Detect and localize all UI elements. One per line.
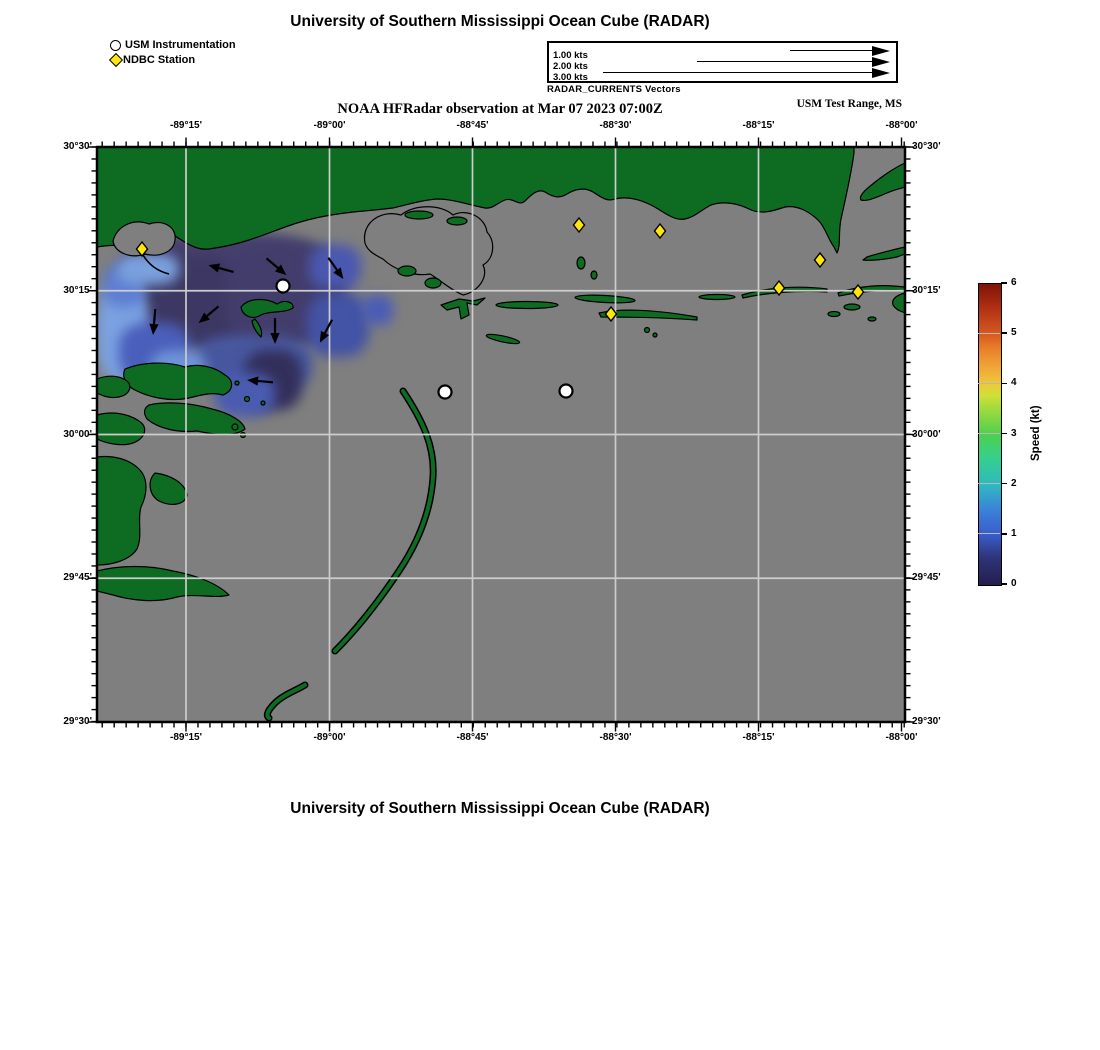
vector-scale-arrow xyxy=(603,68,890,78)
diamond-marker-icon xyxy=(109,53,123,67)
map-subtitle: NOAA HFRadar observation at Mar 07 2023 07:00Z xyxy=(337,101,663,117)
colorbar-tick xyxy=(1001,483,1007,484)
colorbar-tick xyxy=(1001,583,1007,584)
y-axis-label-right: 29°45' xyxy=(912,572,941,584)
vector-scale-arrow xyxy=(790,46,890,56)
colorbar-gridline xyxy=(978,333,1000,334)
x-axis-label-bottom: -89°15' xyxy=(170,732,202,743)
radar-speed-patch xyxy=(150,350,206,392)
y-axis-label-right: 30°00' xyxy=(912,428,941,440)
y-axis-label-left: 30°30' xyxy=(63,141,92,152)
circle-marker-icon xyxy=(110,40,121,51)
colorbar-tick xyxy=(1001,282,1007,283)
y-axis-label-left: 30°15' xyxy=(63,284,92,296)
x-axis-label-bottom: -88°00' xyxy=(885,732,918,743)
x-axis-label-bottom: -89°00' xyxy=(313,732,346,743)
colorbar-gridline xyxy=(978,533,1000,534)
colorbar-tick-label: 5 xyxy=(1011,327,1017,339)
colorbar-tick-label: 1 xyxy=(1011,527,1017,539)
vector-scale-caption: RADAR_CURRENTS Vectors xyxy=(547,84,681,95)
vector-scale-box xyxy=(547,41,898,83)
vector-scale-row xyxy=(553,56,892,72)
radar-speed-patch xyxy=(307,293,369,357)
region-label: USM Test Range, MS xyxy=(796,98,902,110)
radar-speed-patch xyxy=(363,295,393,325)
x-axis-label-bottom: -88°15' xyxy=(742,732,775,743)
x-axis-label-top: -88°00' xyxy=(885,120,918,131)
x-axis-label-top: -88°45' xyxy=(456,120,489,131)
page-title-top: University of Southern Mississippi Ocean Cube (RADAR) xyxy=(290,13,710,30)
colorbar-tick xyxy=(1001,383,1007,384)
vector-scale-row xyxy=(553,45,892,61)
colorbar-label: Speed (kt) xyxy=(1030,405,1042,461)
x-axis-label-top: -88°30' xyxy=(599,120,632,131)
legend-item-label: USM Instrumentation xyxy=(125,39,236,51)
vector-scale-label: 3.00 kts xyxy=(553,72,588,83)
y-axis-label-right: 30°30' xyxy=(912,141,941,152)
vector-scale-label: 1.00 kts xyxy=(553,50,588,61)
colorbar-gradient xyxy=(978,283,1002,586)
vector-scale-label: 2.00 kts xyxy=(553,61,588,72)
legend-item-usm xyxy=(110,38,236,52)
y-axis-label-left: 30°00' xyxy=(63,428,92,440)
colorbar-tick xyxy=(1001,433,1007,434)
vector-scale-row xyxy=(553,67,892,83)
radar-speed-patch xyxy=(117,253,179,285)
vector-scale-arrow xyxy=(697,57,890,67)
colorbar-tick-label: 3 xyxy=(1011,427,1017,439)
colorbar-tick-label: 6 xyxy=(1011,277,1017,288)
y-axis-label-right: 30°15' xyxy=(912,284,941,296)
radar-speed-layer xyxy=(97,147,905,722)
x-axis-label-top: -89°00' xyxy=(313,120,346,131)
x-axis-label-bottom: -88°45' xyxy=(456,732,489,743)
radar-speed-patch xyxy=(309,245,361,289)
y-axis-label-right: 29°30' xyxy=(912,716,941,727)
colorbar-gridline xyxy=(978,383,1000,384)
x-axis-label-top: -88°15' xyxy=(742,120,775,131)
colorbar-tick-label: 0 xyxy=(1011,578,1017,589)
colorbar-tick-label: 4 xyxy=(1011,377,1017,389)
x-axis-label-bottom: -88°30' xyxy=(599,732,632,743)
radar-speed-patch xyxy=(215,373,275,417)
x-axis-label-top: -89°15' xyxy=(170,120,202,131)
colorbar-gridline xyxy=(978,433,1000,434)
colorbar-gridline xyxy=(978,483,1000,484)
y-axis-label-left: 29°45' xyxy=(63,572,92,584)
legend-item-ndbc xyxy=(110,53,195,67)
colorbar-tick-label: 2 xyxy=(1011,477,1017,489)
colorbar-tick xyxy=(1001,332,1007,333)
page-title-bottom: University of Southern Mississippi Ocean Cube (RADAR) xyxy=(290,800,710,817)
y-axis-label-left: 29°30' xyxy=(63,716,92,727)
colorbar-tick xyxy=(1001,533,1007,534)
legend-item-label: NDBC Station xyxy=(123,54,196,66)
